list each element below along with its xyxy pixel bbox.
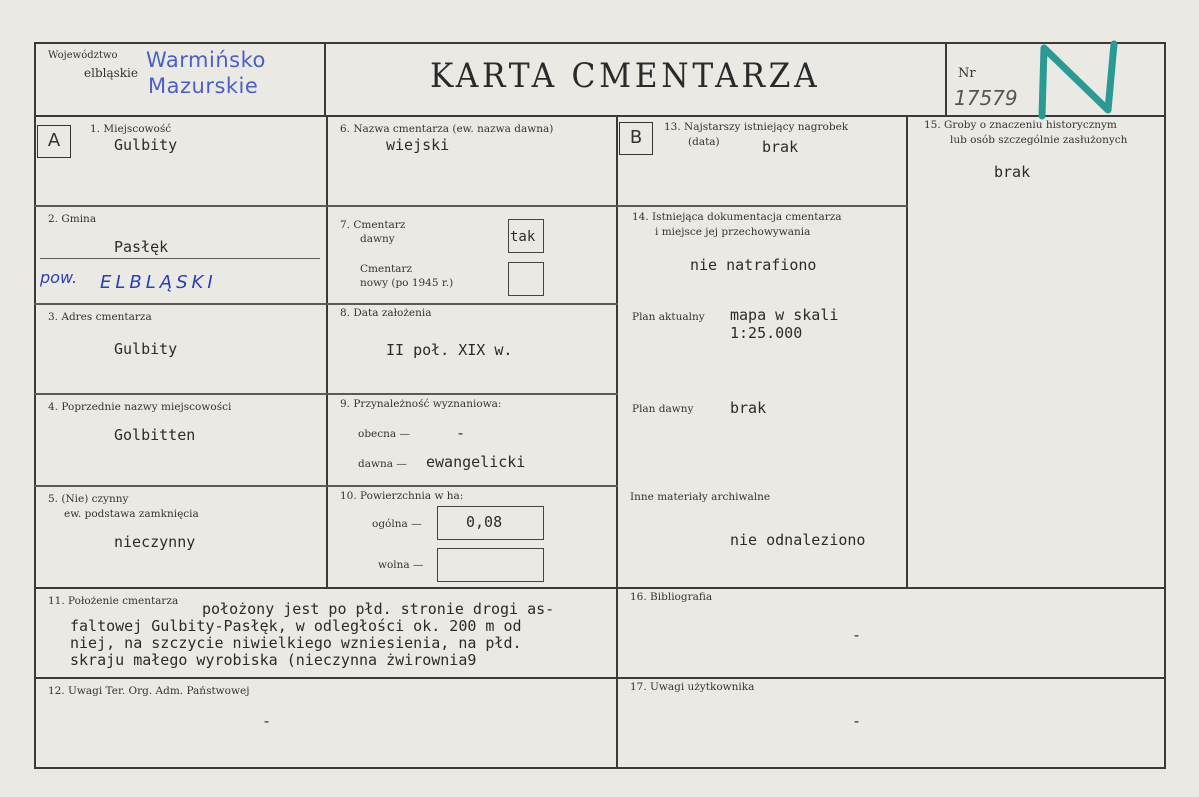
field-10-wolna-box (437, 548, 544, 582)
row-line-bottom-1 (34, 587, 1166, 589)
field-9-dawna-value: ewangelicki (426, 453, 526, 471)
wojewodztwo-label: Województwo (48, 50, 118, 61)
field-14-label-1: 14. Istniejąca dokumentacja cmentarza (632, 211, 842, 223)
field-14-label-2: i miejsce jej przechowywania (655, 226, 811, 238)
field-10-label: 10. Powierzchnia w ha: (340, 490, 464, 502)
field-15-label-2: lub osób szczególnie zasłużonych (950, 134, 1128, 146)
field-9-obecna-value: - (456, 424, 466, 442)
nr-label: Nr (958, 66, 976, 81)
inne-materialy-value: nie odnaleziono (730, 531, 866, 549)
page-title: KARTA CMENTARZA (430, 56, 821, 96)
plan-aktualny-label: Plan aktualny (632, 311, 705, 323)
row-line-a2 (34, 303, 618, 305)
field-8-label: 8. Data założenia (340, 307, 432, 319)
field-6-value: wiejski (386, 136, 450, 154)
field-3-value: Gulbity (114, 340, 178, 358)
field-2-handwritten-prefix: pow. (40, 268, 78, 287)
field-7-nowy-box (508, 262, 544, 296)
field-9-label: 9. Przynależność wyznaniowa: (340, 398, 502, 410)
col-vline-2 (616, 115, 618, 767)
field-12-value: - (262, 712, 272, 730)
row-line-a4 (34, 485, 618, 487)
header-divider (34, 115, 1166, 117)
field-4-label: 4. Poprzednie nazwy miejscowości (48, 401, 232, 413)
field-13-label-1: 13. Najstarszy istniejący nagrobek (664, 121, 849, 133)
field-7-label-1: 7. Cmentarz (340, 219, 406, 231)
row-line-a3 (34, 393, 618, 395)
field-1-value: Gulbity (114, 136, 178, 154)
field-6-label: 6. Nazwa cmentarza (ew. nazwa dawna) (340, 123, 554, 135)
frame-right (1164, 42, 1166, 769)
header-vline-2 (945, 42, 947, 117)
field-10-ogolna-label: ogólna — (372, 518, 422, 530)
teal-n-mark (1028, 40, 1128, 120)
frame-bottom (34, 767, 1166, 769)
frame-left (34, 42, 36, 769)
col-vline-3 (906, 115, 908, 589)
plan-dawny-value: brak (730, 399, 767, 417)
inne-materialy-label: Inne materiały archiwalne (630, 491, 771, 503)
field-7-label-4: nowy (po 1945 r.) (360, 277, 454, 289)
field-10-wolna-label: wolna — (378, 559, 424, 571)
row-line-a1 (34, 205, 618, 207)
field-11-label: 11. Położenie cmentarza (48, 595, 179, 607)
field-5-label-2: ew. podstawa zamknięcia (64, 508, 199, 520)
field-8-value: II poł. XIX w. (386, 341, 513, 359)
col-vline-1 (326, 115, 328, 589)
stamp-line-2: Mazurskie (148, 74, 259, 98)
field-2-label: 2. Gmina (48, 213, 97, 225)
field-5-value: nieczynny (114, 533, 196, 551)
plan-dawny-label: Plan dawny (632, 403, 694, 415)
nr-handwritten: 17579 (954, 86, 1018, 110)
field-2-value: Pasłęk (114, 238, 169, 256)
field-15-label-1: 15. Groby o znaczeniu historycznym (924, 119, 1117, 131)
field-11-line-4: skraju małego wyrobiska (nieczynna żwirownia9 (70, 651, 477, 669)
field-12-label: 12. Uwagi Ter. Org. Adm. Państwowej (48, 685, 250, 697)
field-17-label: 17. Uwagi użytkownika (630, 681, 755, 693)
field-2-handwritten: ELBLĄSKI (100, 272, 217, 293)
field-5-label-1: 5. (Nie) czynny (48, 493, 129, 505)
field-7-dawny-value: tak (510, 229, 536, 245)
field-7-label-3: Cmentarz (360, 263, 412, 275)
field-9-obecna-label: obecna — (358, 428, 410, 440)
field-1-label: 1. Miejscowość (90, 123, 172, 135)
wojewodztwo-value: elbląskie (84, 66, 138, 80)
field-14-value: nie natrafiono (690, 256, 817, 274)
row-line-bottom-2 (34, 677, 1166, 679)
field-11-line-3: niej, na szczycie niwielkiego wzniesienia, na płd. (70, 634, 522, 652)
section-a-box: A (37, 125, 71, 158)
field-16-label: 16. Bibliografia (630, 591, 713, 603)
field-11-line-1: położony jest po płd. stronie drogi as- (202, 600, 555, 618)
field-15-value: brak (994, 163, 1031, 181)
plan-aktualny-value-2: 1:25.000 (730, 324, 803, 342)
row-line-b1 (616, 205, 908, 207)
field-16-value: - (852, 626, 862, 644)
section-b-box: B (619, 122, 653, 155)
field-10-ogolna-value: 0,08 (466, 513, 503, 531)
field-3-label: 3. Adres cmentarza (48, 311, 152, 323)
field-9-dawna-label: dawna — (358, 458, 407, 470)
plan-aktualny-value-1: mapa w skali (730, 306, 839, 324)
gmina-underline (40, 258, 320, 259)
field-4-value: Golbitten (114, 426, 196, 444)
field-17-value: - (852, 712, 862, 730)
header-vline-1 (324, 42, 326, 117)
field-13-value: brak (762, 138, 799, 156)
field-11-line-2: faltowej Gulbity-Pasłęk, w odległości ok. 200 m od (70, 617, 522, 635)
frame-top (34, 42, 1166, 44)
stamp-line-1: Warmińsko (146, 48, 266, 72)
field-7-label-2: dawny (360, 233, 395, 245)
field-13-label-2: (data) (688, 136, 720, 148)
